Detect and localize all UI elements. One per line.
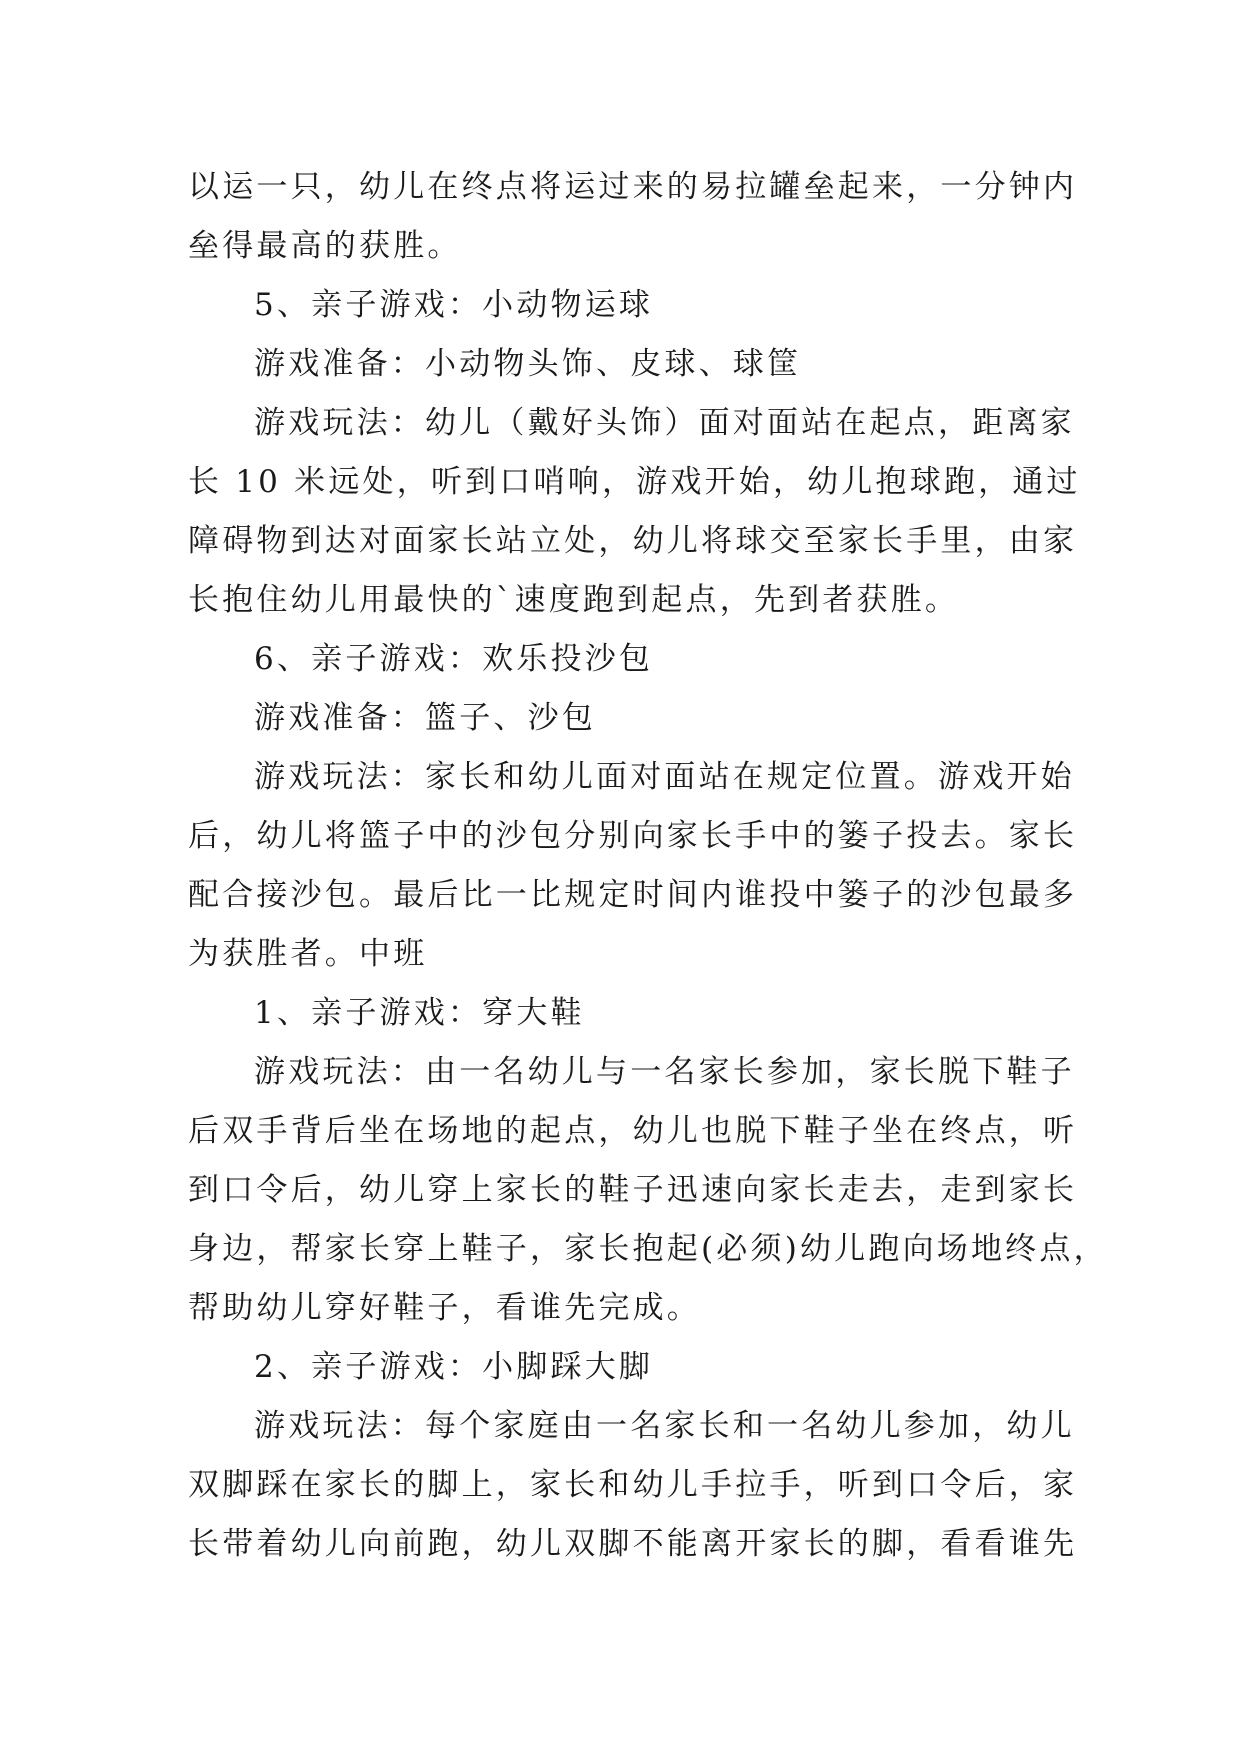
section-heading: 2、亲子游戏：小脚踩大脚 bbox=[254, 1349, 654, 1385]
text-line: 游戏准备：小动物头饰、皮球、球筐 bbox=[254, 346, 802, 382]
text-line: 游戏准备：篮子、沙包 bbox=[254, 700, 596, 736]
text-line: 游戏玩法：每个家庭由一名家长和一名幼儿参加，幼儿 bbox=[254, 1408, 1075, 1444]
section-heading: 5、亲子游戏：小动物运球 bbox=[254, 287, 654, 323]
text-line: 游戏玩法：由一名幼儿与一名家长参加，家长脱下鞋子 bbox=[254, 1054, 1075, 1090]
text-line: 长带着幼儿向前跑，幼儿双脚不能离开家长的脚，看看谁先 bbox=[188, 1526, 1078, 1562]
section-heading: 6、亲子游戏：欢乐投沙包 bbox=[254, 641, 654, 677]
text-line: 长抱住幼儿用最快的`速度跑到起点，先到者获胜。 bbox=[188, 582, 960, 618]
text-line: 到口令后，幼儿穿上家长的鞋子迅速向家长走去，走到家长 bbox=[188, 1172, 1078, 1208]
text-line: 游戏玩法：家长和幼儿面对面站在规定位置。游戏开始 bbox=[254, 759, 1075, 795]
text-line: 配合接沙包。最后比一比规定时间内谁投中篓子的沙包最多 bbox=[188, 877, 1078, 913]
text-line: 以运一只，幼儿在终点将运过来的易拉罐垒起来，一分钟内 bbox=[188, 169, 1078, 205]
text-line: 垒得最高的获胜。 bbox=[188, 228, 462, 264]
text-line: 身边，帮家长穿上鞋子，家长抱起(必须)幼儿跑向场地终点， bbox=[188, 1231, 1108, 1267]
text-line: 长 10 米远处，听到口哨响，游戏开始，幼儿抱球跑，通过 bbox=[188, 464, 1081, 500]
text-line: 后双手背后坐在场地的起点，幼儿也脱下鞋子坐在终点，听 bbox=[188, 1113, 1078, 1149]
text-line: 游戏玩法：幼儿（戴好头饰）面对面站在起点，距离家 bbox=[254, 405, 1075, 441]
text-line: 障碍物到达对面家长站立处，幼儿将球交至家长手里，由家 bbox=[188, 523, 1078, 559]
text-line: 为获胜者。中班 bbox=[188, 936, 428, 972]
document-body bbox=[188, 158, 1108, 1574]
text-line: 双脚踩在家长的脚上，家长和幼儿手拉手，听到口令后，家 bbox=[188, 1467, 1078, 1503]
text-line: 后，幼儿将篮子中的沙包分别向家长手中的篓子投去。家长 bbox=[188, 818, 1078, 854]
section-heading: 1、亲子游戏：穿大鞋 bbox=[254, 995, 585, 1031]
text-line: 帮助幼儿穿好鞋子，看谁先完成。 bbox=[188, 1290, 701, 1326]
